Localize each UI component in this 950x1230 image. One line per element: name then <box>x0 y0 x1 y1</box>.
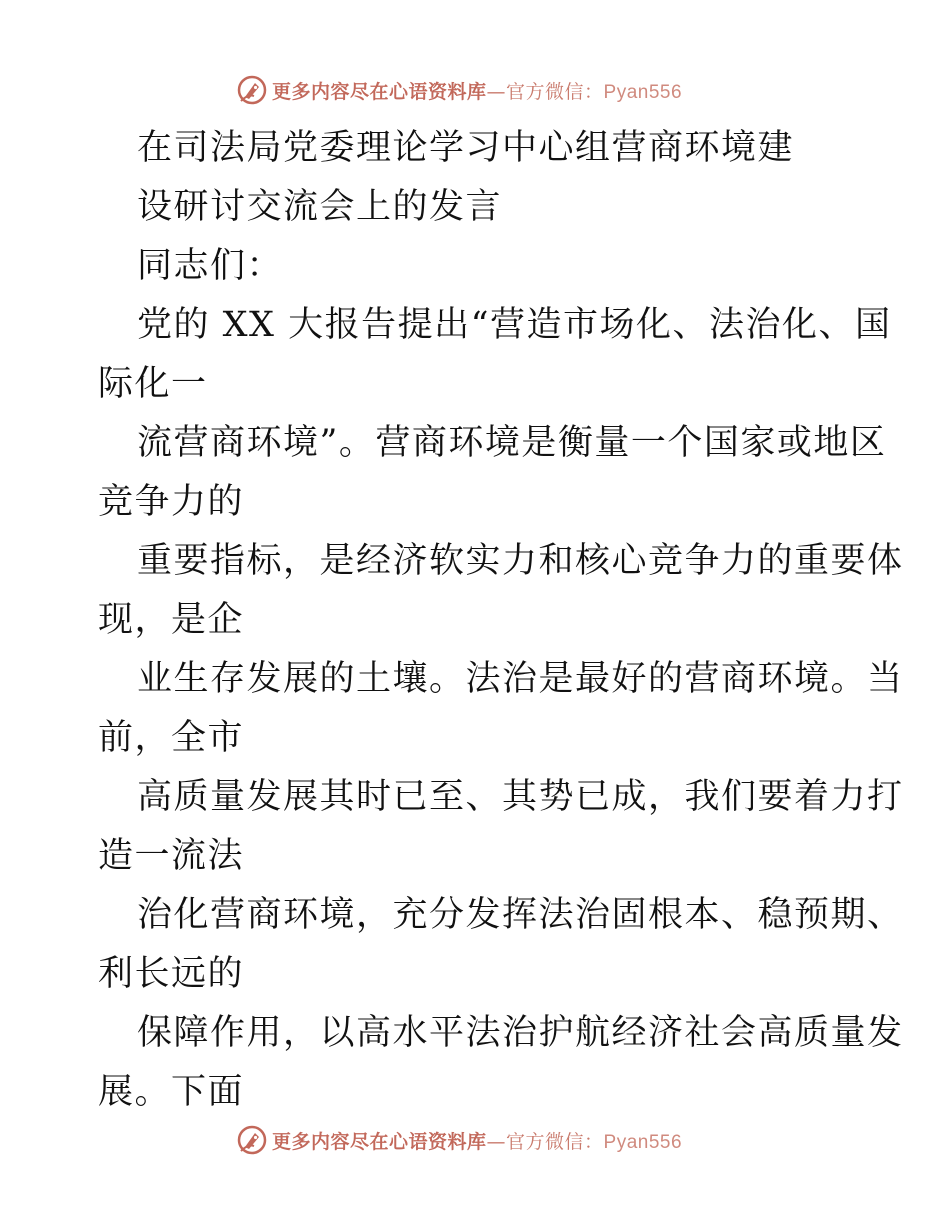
watermark-text: 更多内容尽在心语资料库—官方微信：Pyan556 <box>272 1130 683 1153</box>
pen-nib-logo-icon <box>236 74 268 106</box>
body-line: 业生存发展的土壤。法治是最好的营商环境。当 <box>137 659 904 699</box>
body-line: 流营商环境”。营商环境是衡量一个国家或地区 <box>137 423 887 463</box>
body-line: 竞争力的 <box>98 482 245 522</box>
body-line: 高质量发展其时已至、其势已成，我们要着力打 <box>137 777 904 817</box>
body-line: 际化一 <box>98 364 208 404</box>
body-line: 展。下面 <box>98 1072 245 1112</box>
pen-nib-logo-icon <box>236 1124 268 1156</box>
body-line: 现，是企 <box>98 600 245 640</box>
title-line-2: 设研讨交流会上的发言 <box>137 187 503 227</box>
header-watermark <box>236 73 682 107</box>
salutation: 同志们： <box>137 246 284 286</box>
footer-watermark <box>236 1123 682 1157</box>
body-line: 党的 XX 大报告提出“营造市场化、法治化、国 <box>137 305 892 345</box>
body-line: 治化营商环境，充分发挥法治固根本、稳预期、 <box>137 895 904 935</box>
watermark-text: 更多内容尽在心语资料库—官方微信：Pyan556 <box>272 80 683 103</box>
title-line-1: 在司法局党委理论学习中心组营商环境建 <box>137 128 795 168</box>
body-line: 造一流法 <box>98 836 245 876</box>
body-line: 重要指标，是经济软实力和核心竞争力的重要体 <box>137 541 904 581</box>
body-line: 前，全市 <box>98 718 245 758</box>
body-line: 利长远的 <box>98 954 245 994</box>
body-line: 保障作用，以高水平法治护航经济社会高质量发 <box>137 1013 904 1053</box>
